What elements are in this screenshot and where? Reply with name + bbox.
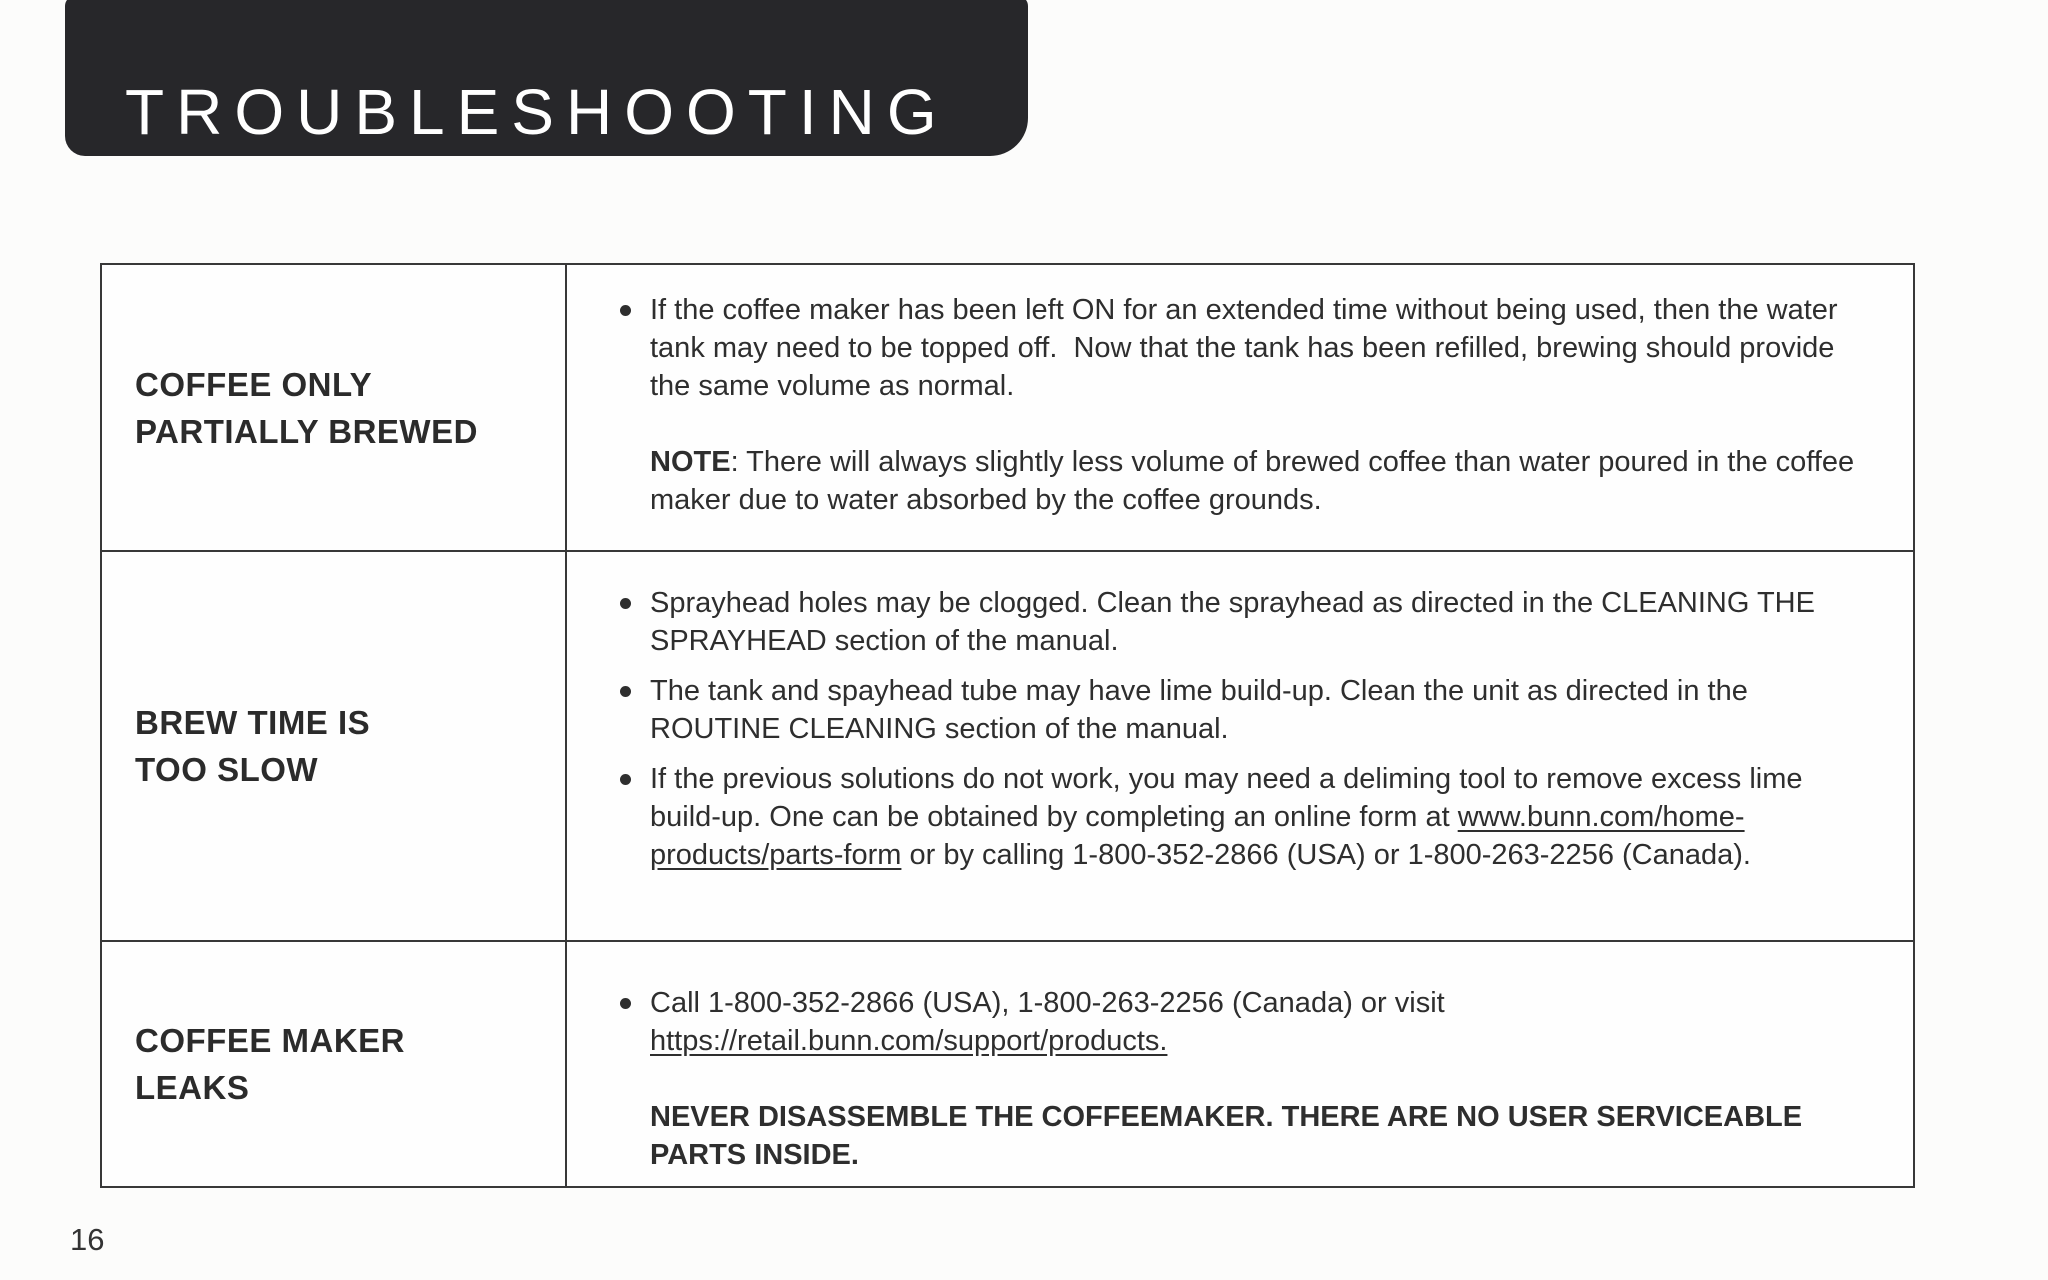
solution-text: The tank and spayhead tube may have lime build-up. Clean the unit as directed in the ROUTINE CLEANING section of the manual. (650, 675, 1756, 745)
page-title: TROUBLESHOOTING (125, 76, 949, 148)
problem-cell-coffee-only-partially-brewed (102, 265, 567, 550)
solution-text: or by calling 1-800-352-2866 (USA) or 1-800-263-2256 (Canada). (901, 839, 1751, 871)
warning-paragraph (567, 1098, 1867, 1174)
problem-title-line: COFFEE MAKER (135, 1022, 405, 1059)
bullet-dot-icon (620, 305, 631, 316)
bullet-item (567, 584, 1867, 660)
bullet-item (567, 760, 1867, 874)
problem-title-line: COFFEE ONLY (135, 365, 373, 403)
bullet-dot-icon (620, 598, 631, 609)
troubleshooting-table (100, 263, 1915, 1188)
bullet-dot-icon (620, 998, 631, 1009)
problem-title (135, 1017, 405, 1111)
troubleshooting-banner (65, 0, 1028, 156)
bunn-support-link[interactable]: https://retail.bunn.com/support/products. (650, 1025, 1168, 1057)
bullet-dot-icon (620, 686, 631, 697)
bullet-dot-icon (620, 774, 631, 785)
solution-text: If the coffee maker has been left ON for an extended time without being used, then the water tank may need to be topped off. Now that the tank has been refilled, brewing should provide the same volume as normal. (650, 294, 1846, 402)
problem-title (135, 361, 478, 455)
bullet-item (567, 984, 1867, 1060)
problem-cell-brew-time-too-slow (102, 550, 567, 940)
bunn-parts-form-link[interactable]: www.bunn.com/home-products/parts-form (650, 801, 1745, 871)
problem-cell-coffee-maker-leaks (102, 940, 567, 1186)
problem-title-line: BREW TIME IS (135, 704, 371, 741)
solution-cell-brew-time-too-slow (567, 550, 1913, 940)
solution-text: Call 1-800-352-2866 (USA), 1-800-263-2256 (Canada) or visit (650, 987, 1453, 1019)
bullet-item (567, 672, 1867, 748)
note-label: NOTE (650, 446, 731, 478)
solution-text: Sprayhead holes may be clogged. Clean the sprayhead as directed in the CLEANING THE SPRAYHEAD section of the manual. (650, 587, 1824, 657)
page-number: 16 (70, 1222, 105, 1257)
warning-text: NEVER DISASSEMBLE THE COFFEEMAKER. THERE ARE NO USER SERVICEABLE PARTS INSIDE. (650, 1101, 1811, 1171)
bullet-item (567, 291, 1867, 405)
note-paragraph (567, 443, 1867, 519)
solution-cell-coffee-maker-leaks (567, 940, 1913, 1186)
problem-title (135, 699, 370, 793)
problem-title-line: PARTIALLY BREWED (135, 412, 478, 450)
problem-title-line: LEAKS (135, 1069, 250, 1106)
solution-cell-coffee-only-partially-brewed (567, 265, 1913, 550)
solution-text: If the previous solutions do not work, you may need a deliming tool to remove excess lime build-up. One can be obtained by completing an online form at (650, 763, 1811, 833)
problem-title-line: TOO SLOW (135, 751, 319, 788)
note-text: : There will always slightly less volume of brewed coffee than water poured in the coffee maker due to water absorbed by the coffee grounds. (650, 446, 1863, 516)
